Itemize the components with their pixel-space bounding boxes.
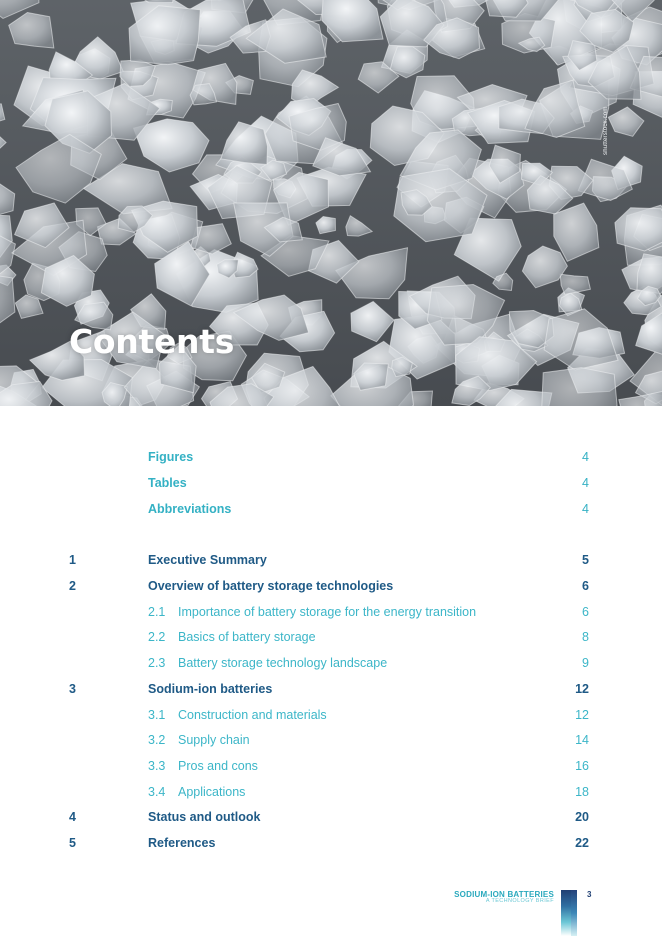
footer-document-subtitle: A TECHNOLOGY BRIEF: [485, 898, 554, 904]
footer-document-title: SODIUM-ION BATTERIES: [454, 890, 554, 899]
toc-subsection-3-1[interactable]: [0, 706, 662, 724]
toc-number: 3.3: [148, 759, 166, 773]
toc-number: 2.3: [148, 656, 166, 670]
toc-label: Construction and materials: [178, 708, 327, 722]
toc-number: 5: [69, 836, 76, 850]
crystal-shape: [542, 368, 617, 406]
page-title: Contents: [69, 322, 235, 361]
toc-subsection-3-4[interactable]: [0, 783, 662, 801]
toc-number: 4: [69, 810, 76, 824]
toc-section-2[interactable]: [0, 577, 662, 595]
toc-label: Sodium-ion batteries: [148, 682, 273, 696]
hero-image: [0, 0, 662, 406]
toc-page: 8: [582, 630, 589, 644]
toc-page: 14: [575, 733, 589, 747]
toc-label: Supply chain: [178, 733, 250, 747]
toc-section-3[interactable]: [0, 680, 662, 698]
toc-entry-tables[interactable]: [0, 474, 662, 492]
toc-section-4[interactable]: [0, 808, 662, 826]
photo-credit: shutterstock.com: [603, 106, 609, 155]
toc-subsection-2-2[interactable]: [0, 628, 662, 646]
toc-entry-abbreviations[interactable]: [0, 500, 662, 518]
toc-label: Battery storage technology landscape: [178, 656, 388, 670]
toc-page: 6: [582, 579, 589, 593]
page-number: 3: [587, 890, 592, 899]
toc-page: 5: [582, 553, 589, 567]
toc-number: 3: [69, 682, 76, 696]
toc-label: References: [148, 836, 216, 850]
toc-page: 20: [575, 810, 589, 824]
toc-section-5[interactable]: [0, 834, 662, 852]
toc-label: Pros and cons: [178, 759, 258, 773]
toc-number: 3.1: [148, 708, 166, 722]
toc-section-1[interactable]: [0, 551, 662, 569]
toc-page: 16: [575, 759, 589, 773]
toc-number: 2.1: [148, 605, 166, 619]
toc-page: 12: [575, 708, 589, 722]
toc-page: 4: [582, 450, 589, 464]
toc-subsection-2-1[interactable]: [0, 603, 662, 621]
toc-label: Executive Summary: [148, 553, 267, 567]
toc-label: Status and outlook: [148, 810, 261, 824]
toc-page: 6: [582, 605, 589, 619]
toc-number: 2: [69, 579, 76, 593]
toc-page: 22: [575, 836, 589, 850]
toc-page: 12: [575, 682, 589, 696]
toc-subsection-3-3[interactable]: [0, 757, 662, 775]
toc-subsection-2-3[interactable]: [0, 654, 662, 672]
toc-label: Abbreviations: [148, 502, 232, 516]
toc-number: 3.2: [148, 733, 166, 747]
toc-label: Overview of battery storage technologies: [148, 579, 394, 593]
toc-subsection-3-2[interactable]: [0, 731, 662, 749]
toc-entry-figures[interactable]: [0, 448, 662, 466]
toc-label: Applications: [178, 785, 246, 799]
toc-page: 4: [582, 476, 589, 490]
toc-label: Basics of battery storage: [178, 630, 316, 644]
footer-color-bar: [561, 890, 577, 936]
toc-label: Importance of battery storage for the energy transition: [178, 605, 477, 619]
toc-page: 4: [582, 502, 589, 516]
toc-number: 2.2: [148, 630, 166, 644]
toc-number: 1: [69, 553, 76, 567]
toc-label: Figures: [148, 450, 194, 464]
toc-label: Tables: [148, 476, 187, 490]
toc-page: 18: [575, 785, 589, 799]
toc-page: 9: [582, 656, 589, 670]
toc-number: 3.4: [148, 785, 166, 799]
